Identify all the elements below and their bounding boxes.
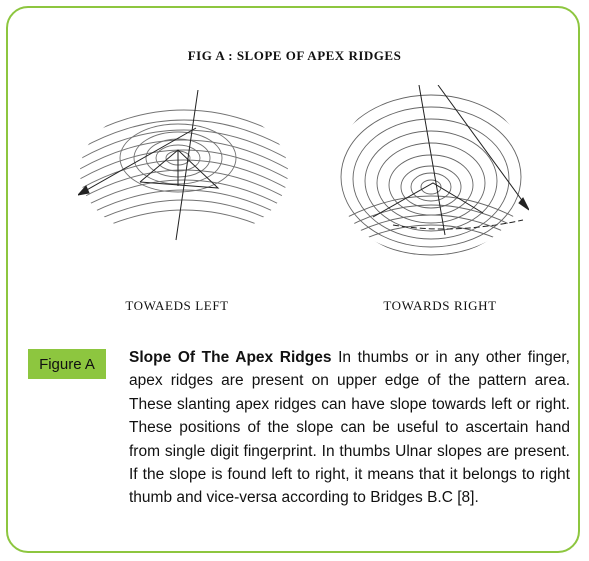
figure-description bbox=[129, 346, 570, 510]
figure-title: FIG A : SLOPE OF APEX RIDGES bbox=[187, 48, 402, 63]
caption-right: TOWARDS RIGHT bbox=[383, 298, 497, 313]
description-title: Slope Of The Apex Ridges bbox=[129, 349, 332, 366]
caption-left: TOWAEDS LEFT bbox=[125, 298, 229, 313]
fingerprint-left-image bbox=[78, 90, 290, 250]
fingerprint-right-image bbox=[333, 85, 529, 260]
description-body: In thumbs or in any other finger, apex ridges are present on upper edge of the pattern area. These slanting apex ridges can have slope towards left or right. These positions of the slope can be useful to ascertain hand from single digit fingerprint. In thumbs Ulnar slopes are present. If the slope is found left to right, it means that it belongs to right thumb and vice-versa according to Bridges B.C [8]. bbox=[129, 349, 570, 507]
figure-label-badge: Figure A bbox=[28, 349, 106, 379]
